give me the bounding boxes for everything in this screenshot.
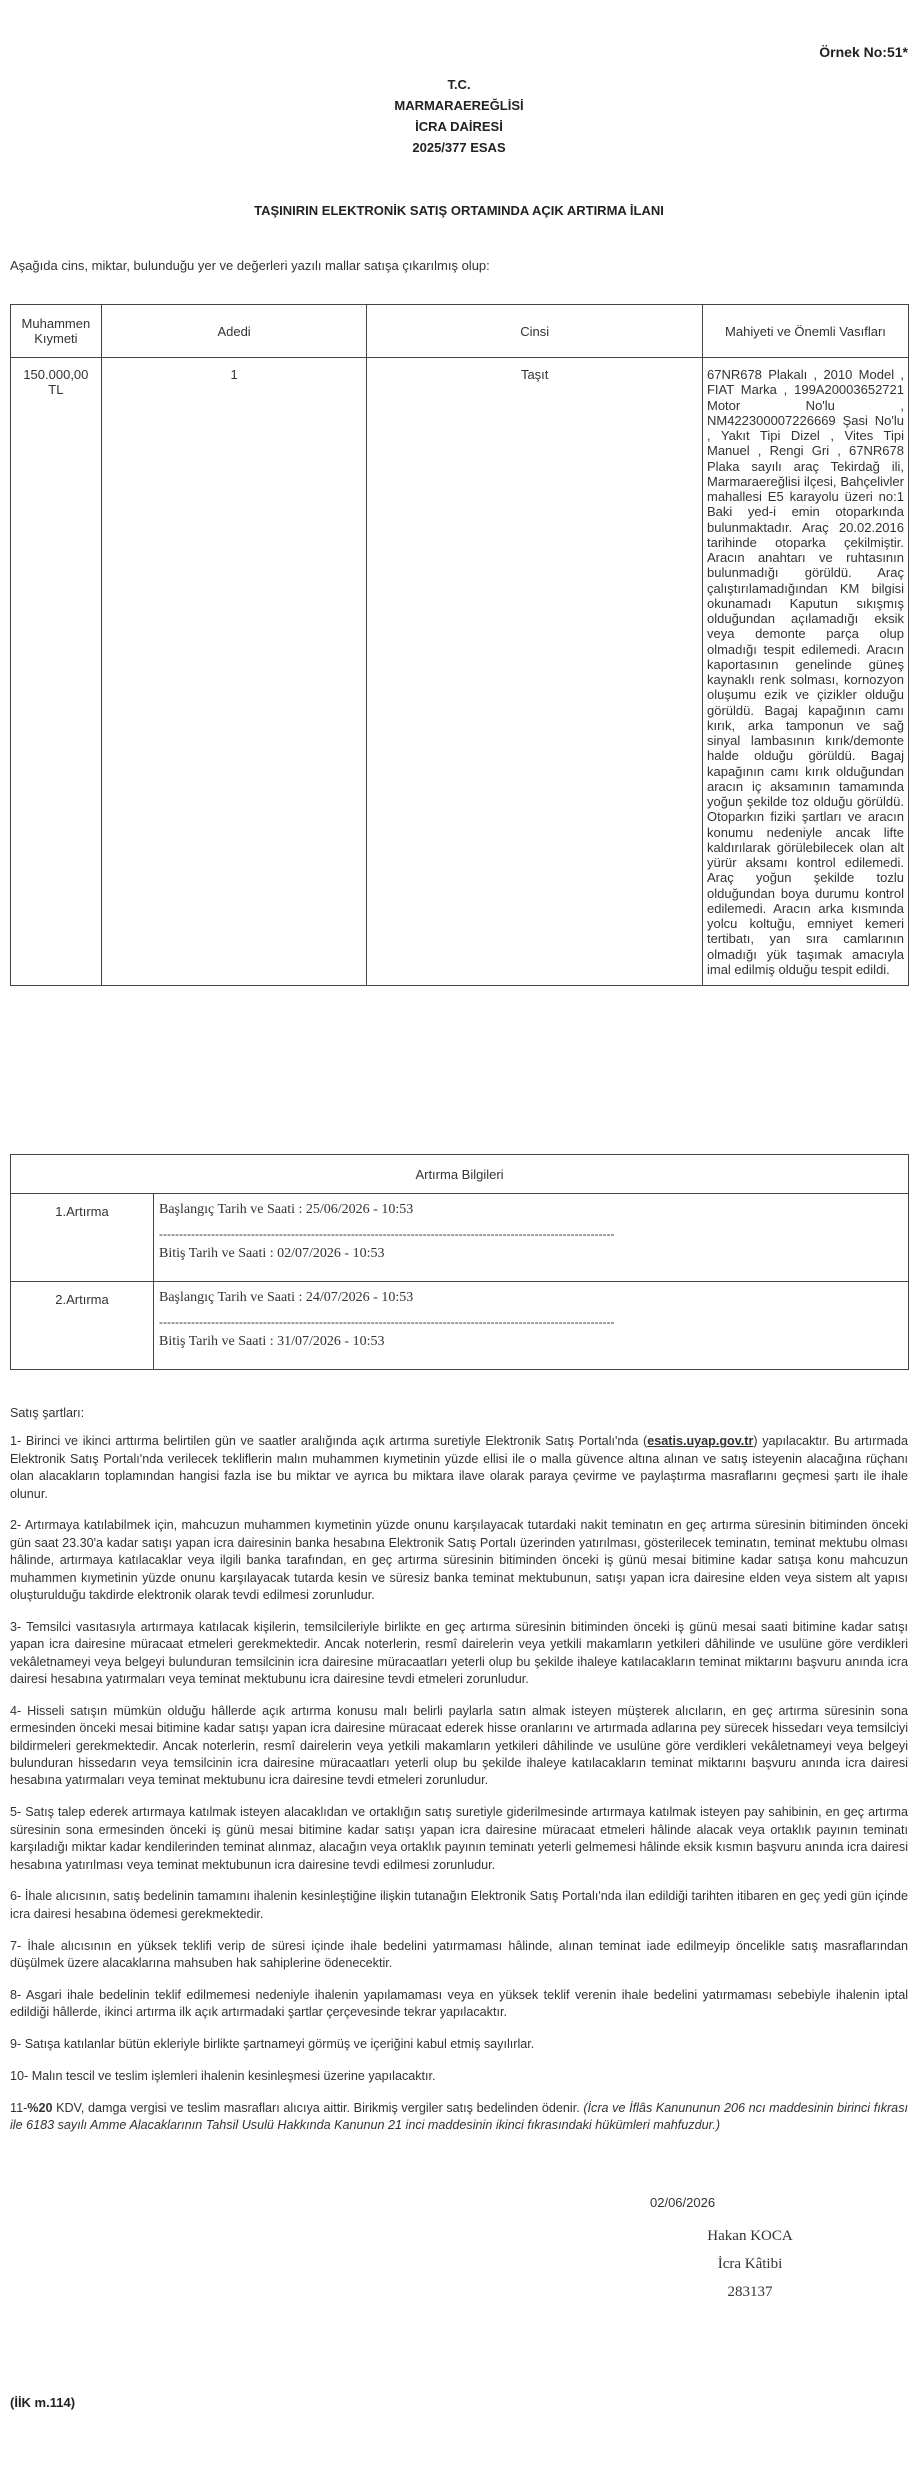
cell-kiymet: 150.000,00 TL [11, 358, 102, 986]
header-line: 2025/377 ESAS [412, 140, 506, 155]
cell-vasif: 67NR678 Plakalı , 2010 Model , FIAT Marka , 199A20003652721 Motor No'lu , NM422300007226669 Şasi No'lu , Yakıt Tipi Dizel , Vites Tipi Manuel , Rengi Gri , 67NR678 Plaka sayılı araç Tekirdağ ili, Marmaraereğlisi ilçesi, Bahçelivler mahallesi E5 karayolu üzeri no:1 Baki yed-i emin otoparkında bulunmaktadır. Araç 20.02.2016 tarihinde otoparka çekilmiştir. Aracın anahtarı ve ruhtasının bulunmadığı görüldü. Araç çalıştırılamadığından KM bilgisi okunamadı Kaputun sıkışmış olduğundan açılamadığı eksik veya demonte parça olup olmadığı tespit edilemedi. Aracın kaportasının genelinde güneş kaynaklı renk solması, kornozyon oluşumu ezik ve çizikler olduğu görüldü. Bagaj kapağının camı kırık, arka tamponun ve sağ sinyal lambasının kırık/demonte halde olduğu görüldü. Bagaj kapağının camı kırık olduğundan aracın iç aksamının tamamında yoğun şekilde toz olduğu görüldü. Otoparkın fiziki şartları ve aracın konumu nedeniyle ancak lifte kaldırılarak görülebilecek olan alt yürür aksamı kontrol edilemedi. Araç yoğun şekilde tozlu olduğundan boya durumu kontrol edilemedi. Aracın arka kısmında yolcu koltuğu, emniyet kemeri tertibatı, yan sıra camlarının olmadığı yük taşımak amacıyla imal edilmiş olduğu tespit edildi. [702, 358, 908, 986]
document-date: 02/06/2026 [650, 2195, 716, 2210]
auction-label: 2.Artırma [11, 1282, 154, 1370]
auction-separator: ------------------------------------------------------------------------------------------------------------------ [159, 1315, 615, 1329]
intro-text: Aşağıda cins, miktar, bulunduğu yer ve değerleri yazılı mallar satışa çıkarılmış olup: [10, 258, 490, 273]
header-cins: Cinsi [367, 305, 703, 358]
document-title: TAŞINIRIN ELEKTRONİK SATIŞ ORTAMINDA AÇIK ARTIRMA İLANI [254, 203, 664, 218]
cell-adet: 1 [101, 358, 367, 986]
auction-row [11, 1282, 909, 1370]
term-8: 8- Asgari ihale bedelinin teklif edilmemesi nedeniyle ihalenin yapılamaması veya en yüksek teklif verenin ihale bedelini yatırmaması sebebiyle ihalenin iptal edildiği hâllerde, ikinci artırma ilk açık artırmadaki şartlar çerçevesinde tekrar yapılacaktır. [10, 1987, 908, 2020]
header-line: T.C. [447, 77, 471, 92]
header-line: MARMARAEREĞLİSİ [394, 98, 524, 113]
auction-dates [154, 1282, 909, 1370]
term-7: 7- İhale alıcısının en yüksek teklifi verip de süresi içinde ihale bedelini yatırmaması hâlinde, alınan teminat iade edilmeyip öncelikle satış masraflarından düşülmek üzere alacaklarına mahsuben hak sahiplerine ödenecektir. [10, 1938, 908, 1970]
auction-label: 1.Artırma [11, 1194, 154, 1282]
term-4: 4- Hisseli satışın mümkün olduğu hâllerde açık artırma konusu malı belirli paylarla satın almak isteyen müşterek alıcıların, en geç artırma süresinin sona ermesinden önceki mesai bitimine kadar satışı yapan icra dairesine müracaat ederek hisse oranlarını ve artırmada adlarına pey sürecek hissedarı veya temsilciyi bildirmeleri gerekmektedir. Ancak noterlerin, resmî dairelerin veya yetkili makamların yetkileri dâhilinde ve usulüne göre verdikleri vekâletnameyi veya belgeyi bulunduran hissedarın veya temsilcinin icra dairesine müracaatları yeterli olup bu şekilde ihaleye katılacakların teminat miktarını başvuru anında icra dairesi hesabına yatırmaları veya teminat mektubunu icra dairesine tevdi etmeleri zorunludur. [10, 1703, 908, 1788]
term-11 [10, 2100, 908, 2135]
signer-title: İcra Kâtibi [717, 2256, 783, 2272]
sample-number: Örnek No:51* [819, 44, 908, 60]
signer-number: 283137 [727, 2284, 773, 2300]
header-line: İCRA DAİRESİ [415, 119, 503, 134]
cell-cins: Taşıt [367, 358, 703, 986]
header-vasif: Mahiyeti ve Önemli Vasıfları [702, 305, 908, 358]
law-reference: (İİK m.114) [10, 2395, 76, 2410]
auction-dates [154, 1194, 909, 1282]
term-6: 6- İhale alıcısının, satış bedelinin tamamını ihalenin kesinleştiğine ilişkin tutanağın Elektronik Satış Portalı'nda ilan edildiği tarihten itibaren en geç yedi gün içinde icra dairesi hesabına ödemesi gerekmektedir. [10, 1889, 908, 1921]
term-11-rate: %20 [27, 2100, 53, 2115]
sale-terms [10, 1405, 908, 2149]
term-2: 2- Artırmaya katılabilmek için, mahcuzun muhammen kıymetinin yüzde onunu karşılayacak tutardaki nakit teminatın en geç artırma süresinin bitiminden önceki gün saat 23.30'a kadar satışı yapan icra dairesinin banka hesabına Elektronik Satış Portalı üzerinden yatırılması, gösterilecek teminatın, teminat mektubu olması hâlinde, artırmaya katılacaklar veya ilgili banka tarafından, en geç artırma süresinin bitiminden önceki iş günü mesai bitimine kadar satışa konu mahcuzun muhammen kıymetinin yüzde onunu karşılayacak tutarda kesin ve süresiz banka teminat mektubunun, satışı yapan icra dairesine elden veya sistem alt yapısı oluşturulduğu takdirde elektronik olarak tevdi edilmesi zorunludur. [10, 1518, 908, 1603]
auction-table [10, 1154, 909, 1370]
header-adet: Adedi [101, 305, 367, 358]
term-1-text-rest: ) yapılacaktır. Bu artırmada Elektronik Satış Portalı'nda verilecek tekliflerin malın muhammen kıymetinin yüzde ellisi ile o malla güvence altına alınan ve satış isteyenin alacağına rüçhanı olan alacakların toplamından hangisi fazla ise bu miktar ve ayrıca bu miktara ilave olarak paraya çevirme ve paylaştırma masraflarını geçmesi şartı ile ihale olunur. [10, 1434, 908, 1501]
auction-end: Bitiş Tarih ve Saati : 31/07/2026 - 10:53 [159, 1334, 385, 1349]
term-10: 10- Malın tescil ve teslim işlemleri ihalenin kesinleşmesi üzerine yapılacaktır. [10, 2068, 436, 2083]
auction-row [11, 1194, 909, 1282]
term-11-note: (İcra ve İflâs Kanununun 206 ncı maddesinin birinci fıkrası ile 6183 sayılı Amme Alacaklarının Tahsil Usulü Hakkında Kanunun 21 inci maddesinin ikinci fıkrasındaki hükümleri mahfuzdur.) [10, 2100, 908, 2132]
signer-name: Hakan KOCA [707, 2228, 793, 2244]
auction-end: Bitiş Tarih ve Saati : 02/07/2026 - 10:53 [159, 1246, 385, 1261]
term-1 [10, 1433, 908, 1503]
goods-table [10, 304, 909, 986]
signature-block [700, 2222, 800, 2306]
term-11-text: KDV, damga vergisi ve teslim masrafları alıcıya aittir. Birikmiş vergiler satış bedelinden ödenir. [52, 2100, 584, 2115]
auction-start: Başlangıç Tarih ve Saati : 24/07/2026 - 10:53 [159, 1290, 414, 1305]
goods-table-header [11, 305, 909, 358]
auction-title: Artırma Bilgileri [11, 1155, 909, 1194]
term-9: 9- Satışa katılanlar bütün ekleriyle birlikte şartnameyi görmüş ve içeriğini kabul etmiş sayılırlar. [10, 2036, 535, 2051]
terms-heading: Satış şartları: [10, 1406, 85, 1420]
table-row [11, 358, 909, 986]
court-header [10, 74, 908, 158]
term-3: 3- Temsilci vasıtasıyla artırmaya katılacak kişilerin, temsilcileriyle birlikte en geç artırma süresinin bitiminden önceki iş günü mesai saati bitimine kadar satışı yapan icra dairesine müracaat etmeleri gerekmektedir. Ancak noterlerin, resmî dairelerin veya yetkili makamların yetkileri dâhilinde ve usulüne göre verdikleri vekâletnameyi veya belgeyi bulunduran temsilcinin icra dairesine müracaatları yeterli olup bu şekilde ihaleye katılacakların teminat miktarını başvuru anında icra dairesi hesabına yatırmaları veya teminat mektubunu icra dairesine tevdi etmeleri zorunludur. [10, 1619, 908, 1687]
auction-separator: ------------------------------------------------------------------------------------------------------------------ [159, 1227, 615, 1241]
auction-start: Başlangıç Tarih ve Saati : 25/06/2026 - 10:53 [159, 1202, 414, 1217]
term-1-text: 1- Birinci ve ikinci arttırma belirtilen gün ve saatler aralığında açık artırma suretiyle Elektronik Satış Portalı'nda ( [10, 1434, 648, 1449]
header-kiymet: Muhammen Kıymeti [11, 305, 102, 358]
term-5: 5- Satış talep ederek artırmaya katılmak isteyen alacaklıdan ve ortaklığın satış suretiyle giderilmesinde artırmaya katılmak isteyen pay sahibinin, en geç artırma süresinin sona ermesinden önceki iş günü mesai bitimine kadar satışı yapan icra dairesine müracaat etmeleri hâlinde alacak veya ortaklık payının teminatı karşıladığı miktar kadar kendilerinden teminat alınmaz, alacağın veya ortaklık payının teminatı yeterli gelmemesi hâlinde eksik kısmın başvuru anında icra dairesi hesabına yatırılması veya teminat mektubunun icra dairesine tevdi edilmesi zorunludur. [10, 1805, 908, 1872]
term-11-number: 11- [10, 2100, 28, 2115]
esatis-link[interactable]: esatis.uyap.gov.tr [647, 1434, 754, 1449]
